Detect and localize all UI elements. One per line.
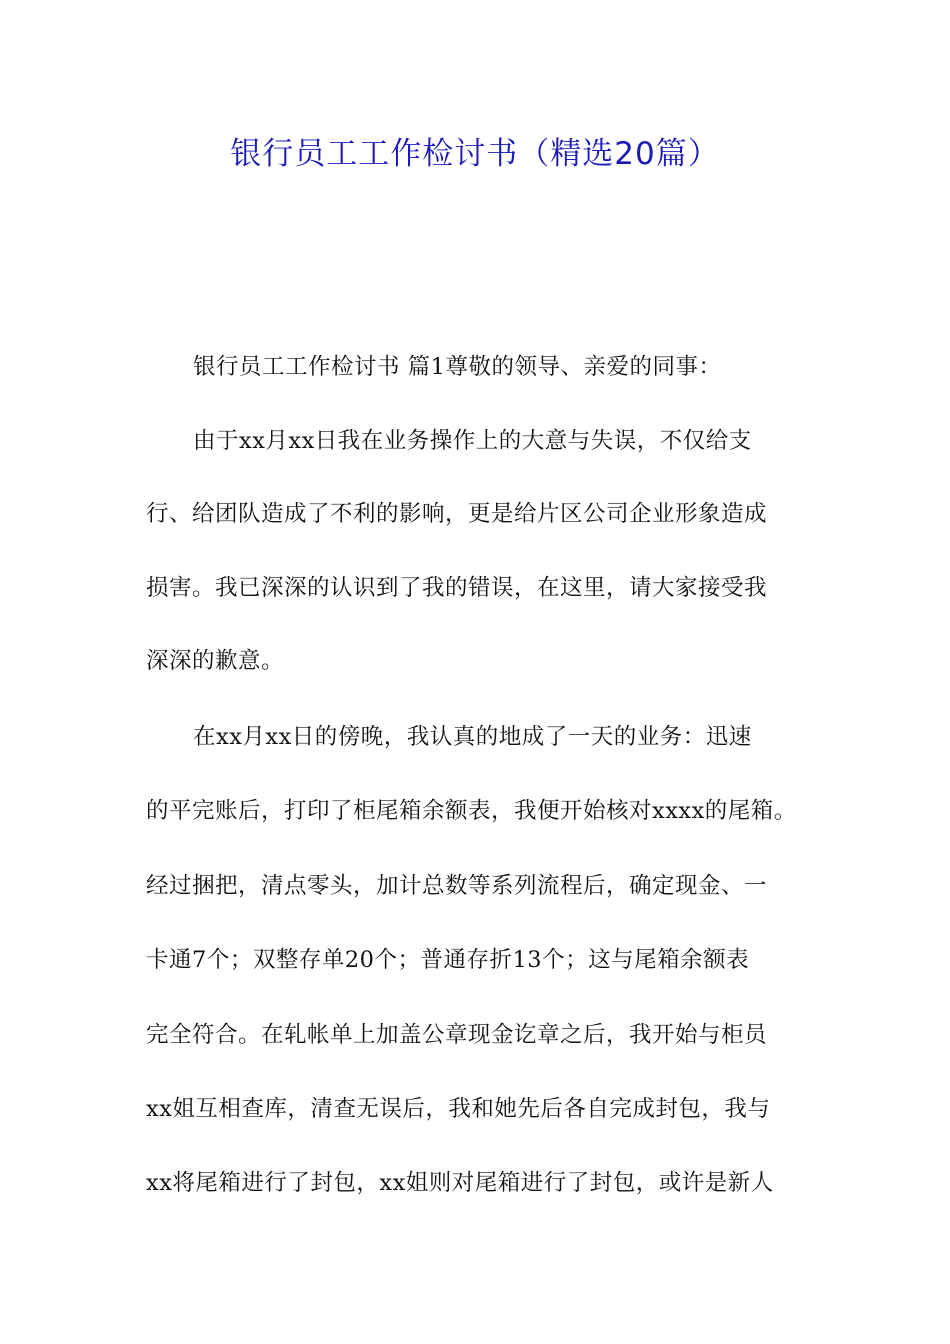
paragraph-line: 银行员工工作检讨书 篇1尊敬的领导、亲爱的同事： (193, 354, 722, 380)
paragraph-line: 在xx月xx日的傍晚，我认真的地成了一天的业务：迅速 (193, 724, 752, 750)
paragraph-line: 损害。我已深深的认识到了我的错误，在这里，请大家接受我 (146, 575, 768, 601)
paragraph-line: 行、给团队造成了不利的影响，更是给片区公司企业形象造成 (146, 501, 768, 527)
paragraph-line: 经过捆把，清点零头，加计总数等系列流程后，确定现金、一 (146, 873, 768, 899)
paragraph-line: 完全符合。在轧帐单上加盖公章现金讫章之后，我开始与柜员 (146, 1022, 768, 1048)
paragraph-line: 深深的歉意。 (146, 648, 285, 674)
paragraph-line: xx将尾箱进行了封包，xx姐则对尾箱进行了封包，或许是新人 (146, 1170, 774, 1196)
paragraph-line: xx姐互相查库，清查无误后，我和她先后各自完成封包，我与 (146, 1096, 771, 1122)
paragraph-line: 的平完账后，打印了柜尾箱余额表，我便开始核对xxxx的尾箱。 (146, 798, 797, 824)
document-title: 银行员工工作检讨书（精选20篇） (230, 136, 720, 172)
paragraph-line: 卡通7个；双整存单20个；普通存折13个；这与尾箱余额表 (146, 947, 750, 973)
paragraph-line: 由于xx月xx日我在业务操作上的大意与失误，不仅给支 (193, 428, 752, 454)
